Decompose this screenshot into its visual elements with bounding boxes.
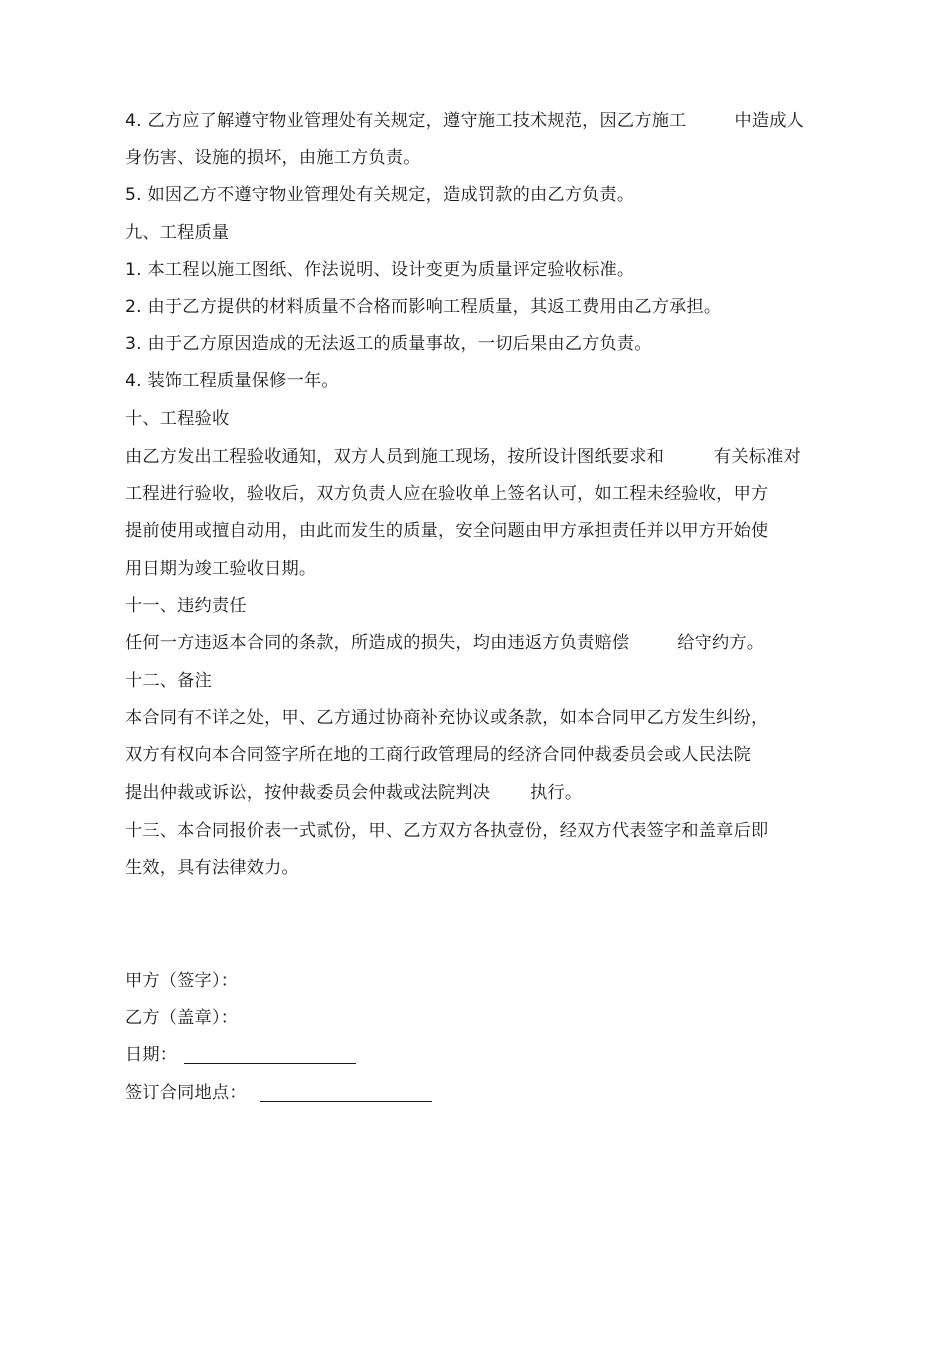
clause9-item1: 1. 本工程以施工图纸、作法说明、设计变更为质量评定验收标准。 — [125, 260, 635, 280]
signing-place-blank-line[interactable] — [260, 1101, 432, 1102]
date-blank-line[interactable] — [184, 1063, 356, 1064]
clause10-line2: 工程进行验收，验收后，双方负责人应在验收单上签名认可，如工程未经验收，甲方 — [125, 484, 769, 504]
clause11-heading: 十一、违约责任 — [125, 596, 247, 616]
clause9-item3: 3. 由于乙方原因造成的无法返工的质量事故，一切后果由乙方负责。 — [125, 334, 652, 354]
clause10-line1-text-a: 由乙方发出工程验收通知，双方人员到施工现场，按所设计图纸要求和 — [125, 447, 665, 467]
clause12-line3-text-b: 执行。 — [530, 783, 583, 803]
date-label: 日期： — [125, 1045, 178, 1065]
clause8-item5: 5. 如因乙方不遵守物业管理处有关规定，造成罚款的由乙方负责。 — [125, 185, 635, 205]
clause12-heading: 十二、备注 — [125, 671, 212, 691]
clause8-item4-line2: 身伤害、设施的损坏，由施工方负责。 — [125, 148, 421, 168]
clause12-line3-text-a: 提出仲裁或诉讼，按仲裁委员会仲裁或法院判决 — [125, 783, 491, 803]
clause8-item4-text-a: 4. 乙方应了解遵守物业管理处有关规定，遵守施工技术规范，因乙方施工 — [125, 111, 687, 131]
clause9-item4: 4. 装饰工程质量保修一年。 — [125, 371, 339, 391]
clause9-heading: 九、工程质量 — [125, 223, 230, 243]
clause11-line1-text-b: 给守约方。 — [677, 633, 765, 653]
clause10-line4: 用日期为竣工验收日期。 — [125, 559, 317, 579]
clause11-line1 — [125, 630, 764, 656]
clause10-line3: 提前使用或擅自动用，由此而发生的质量，安全问题由甲方承担责任并以甲方开始使 — [125, 521, 769, 541]
clause10-line1 — [125, 444, 801, 470]
clause13-line1: 十三、本合同报价表一式贰份，甲、乙方双方各执壹份，经双方代表签字和盖章后即 — [125, 821, 769, 841]
clause10-heading: 十、工程验收 — [125, 409, 230, 429]
clause9-item2: 2. 由于乙方提供的材料质量不合格而影响工程质量，其返工费用由乙方承担。 — [125, 297, 722, 317]
clause8-item4-text-b: 中造成人 — [734, 111, 805, 131]
clause10-line1-text-b: 有关标准对 — [714, 447, 801, 467]
clause12-line2: 双方有权向本合同签字所在地的工商行政管理局的经济合同仲裁委员会或人民法院 — [125, 745, 751, 765]
clause13-line2: 生效，具有法律效力。 — [125, 858, 299, 878]
party-b-seal-label: 乙方（盖章）： — [125, 1008, 239, 1028]
clause8-item4-line1 — [125, 108, 804, 134]
signing-place-label: 签订合同地点： — [125, 1083, 247, 1103]
clause12-line1: 本合同有不详之处，甲、乙方通过协商补充协议或条款，如本合同甲乙方发生纠纷， — [125, 708, 769, 728]
clause12-line3 — [125, 780, 582, 806]
party-a-signature-label: 甲方（签字）： — [125, 971, 239, 991]
clause11-line1-text-a: 任何一方违返本合同的条款，所造成的损失，均由违返方负责赔偿 — [125, 633, 630, 653]
